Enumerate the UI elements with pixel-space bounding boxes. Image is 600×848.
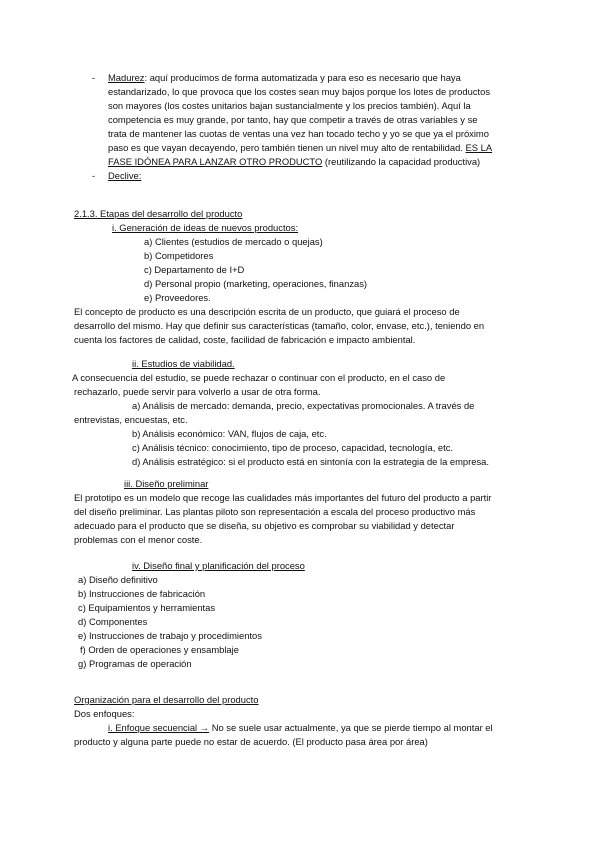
bullet-dash: - bbox=[92, 170, 96, 181]
paragraph-line: adecuado para el producto que se diseña, su objetivo es comprobar su viabilidad y detectar bbox=[74, 520, 455, 531]
paragraph-line: competencia es muy grande, por tanto, hay que competir a través de otras variables y se bbox=[108, 114, 478, 125]
paragraph-line: El concepto de producto es una descripción escrita de un producto, que guiará el proceso de bbox=[74, 306, 460, 317]
paragraph-line: problemas con el menor coste. bbox=[74, 534, 203, 545]
enfoque-text: No se suele usar actualmente, ya que se pierde tiempo al montar el bbox=[209, 722, 493, 733]
enfoque-label: i. Enfoque secuencial → bbox=[108, 722, 210, 733]
list-item: f) Orden de operaciones y ensamblaje bbox=[80, 644, 239, 655]
section-heading: Organización para el desarrollo del producto bbox=[74, 694, 259, 705]
paragraph-line bbox=[108, 156, 480, 168]
highlight-text: ES LA bbox=[465, 142, 493, 153]
madurez-text: : aquí producimos de forma automatizada y para eso es necesario que haya bbox=[144, 72, 461, 83]
paragraph-line bbox=[108, 142, 492, 154]
list-item: g) Programas de operación bbox=[78, 658, 192, 669]
list-item: b) Análisis económico: VAN, flujos de caja, etc. bbox=[132, 428, 327, 439]
madurez-text: (reutilizando la capacidad productiva) bbox=[322, 156, 481, 167]
paragraph-line: Dos enfoques: bbox=[74, 708, 135, 719]
madurez-term: Madurez bbox=[108, 72, 145, 83]
subsection-heading: ii. Estudios de viabilidad. bbox=[132, 358, 235, 369]
list-item: d) Análisis estratégico: si el producto está en sintonía con la estrategia de la empresa. bbox=[132, 456, 489, 467]
madurez-line bbox=[108, 72, 461, 84]
list-item-continuation: entrevistas, encuestas, etc. bbox=[74, 414, 188, 425]
paragraph-line: A consecuencia del estudio, se puede rechazar o continuar con el producto, en el caso de bbox=[72, 372, 446, 383]
subsection-heading: iv. Diseño final y planificación del proceso bbox=[132, 560, 305, 571]
paragraph-line: son mayores (los costes unitarios bajan sustancialmente y los precios también). Aquí la bbox=[108, 100, 471, 111]
list-item: e) Proveedores. bbox=[144, 292, 211, 303]
paragraph-line: desarrollo del mismo. Hay que definir sus características (tamaño, color, envase, etc.), teniendo en bbox=[74, 320, 485, 331]
paragraph-line: El prototipo es un modelo que recoge las cualidades más importantes del futuro del producto a partir bbox=[74, 492, 492, 503]
list-item: c) Análisis técnico: conocimiento, tipo de proceso, capacidad, tecnología, etc. bbox=[132, 442, 454, 453]
list-item: d) Personal propio (marketing, operaciones, finanzas) bbox=[144, 278, 368, 289]
paragraph-line: cuenta los factores de calidad, coste, facilidad de fabricación e impacto ambiental. bbox=[74, 334, 416, 345]
list-item: a) Diseño definitivo bbox=[78, 574, 158, 585]
paragraph-line: estandarizado, lo que provoca que los costes sean muy bajos porque los lotes de productos bbox=[108, 86, 491, 97]
list-item: b) Instrucciones de fabricación bbox=[78, 588, 206, 599]
paragraph-line bbox=[108, 722, 493, 734]
list-item: a) Análisis de mercado: demanda, precio, expectativas promocionales. A través de bbox=[132, 400, 475, 411]
highlight-text: FASE IDÓNEA PARA LANZAR OTRO PRODUCTO bbox=[108, 156, 323, 167]
bullet-dash: - bbox=[92, 72, 96, 83]
list-item: c) Equipamientos y herramientas bbox=[78, 602, 216, 613]
list-item: a) Clientes (estudios de mercado o quejas) bbox=[144, 236, 323, 247]
subsection-heading: iii. Diseño preliminar bbox=[124, 478, 209, 489]
paragraph-line: trata de mantener las cuotas de ventas una vez han tocado techo y yo se que ya el próximo bbox=[108, 128, 489, 139]
subsection-heading: i. Generación de ideas de nuevos productos: bbox=[112, 222, 299, 233]
list-item: d) Componentes bbox=[78, 616, 148, 627]
list-item: e) Instrucciones de trabajo y procedimientos bbox=[78, 630, 262, 641]
list-item: c) Departamento de I+D bbox=[144, 264, 245, 275]
paragraph-line: producto y alguna parte puede no estar de acuerdo. (El producto pasa área por área) bbox=[74, 736, 428, 747]
paragraph-line: rechazarlo, puede servir para volverlo a usar de otra forma. bbox=[74, 386, 321, 397]
declive-term: Declive: bbox=[108, 170, 142, 181]
list-item: b) Competidores bbox=[144, 250, 214, 261]
section-heading: 2.1.3. Etapas del desarrollo del producto bbox=[74, 208, 243, 219]
madurez-text: paso es que vayan decayendo, pero también tienen un nivel muy alto de rentabilidad. bbox=[108, 142, 466, 153]
paragraph-line: del diseño preliminar. Las plantas piloto son representación a escala del proceso productivo más bbox=[74, 506, 476, 517]
